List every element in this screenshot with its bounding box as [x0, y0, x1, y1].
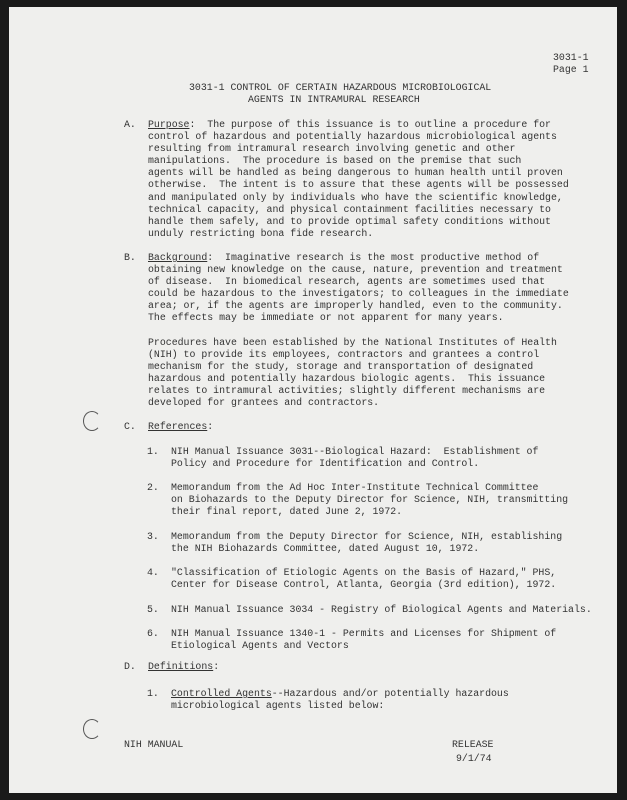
section-b-paragraph-2 — [148, 337, 557, 410]
text-line: resulting from intramural research involving genetic and other — [148, 143, 516, 155]
text-line: Etiological Agents and Vectors — [171, 640, 349, 652]
section-a-heading: Purpose — [148, 119, 190, 130]
section-c-heading: References — [148, 421, 208, 432]
text-line: NIH Manual Issuance 3031--Biological Hazard: Establishment of — [171, 446, 539, 457]
section-b-letter: B. — [124, 252, 136, 263]
reference-item — [171, 446, 538, 470]
text-line: could be hazardous to the investigators; to colleagues in the immediate — [148, 288, 569, 300]
reference-item — [171, 604, 592, 616]
text-line: NIH Manual Issuance 1340-1 - Permits and Licenses for Shipment of — [171, 628, 557, 639]
text-line: manipulations. The procedure is based on the premise that such — [148, 155, 522, 167]
reference-item — [171, 531, 562, 555]
reference-number: 6. — [147, 628, 159, 639]
colon: : — [207, 421, 214, 432]
text-line: mechanism for the study, storage and transportation of designated — [148, 361, 534, 373]
reference-number: 3. — [147, 531, 159, 542]
punch-hole — [83, 719, 101, 739]
text-line: Procedures have been established by the National Institutes of Health — [148, 337, 557, 348]
text-line: Center for Disease Control, Atlanta, Georgia (3rd edition), 1972. — [171, 579, 557, 591]
definition-controlled-agents — [171, 688, 509, 712]
text-line: (NIH) to provide its employees, contractors and grantees a control — [148, 349, 540, 361]
section-b-heading: Background — [148, 252, 208, 263]
reference-number: 5. — [147, 604, 159, 615]
section-b-background — [148, 252, 569, 325]
punch-hole — [83, 411, 101, 431]
header-page: Page 1 — [553, 64, 589, 75]
text-line: handle them safely, and to provide optimal safety conditions without — [148, 215, 551, 227]
text-line: technical capacity, and physical containment facilities necessary to — [148, 203, 551, 215]
reference-number: 2. — [147, 482, 159, 493]
text-line: : Imaginative research is the most productive method of — [207, 252, 540, 263]
title-line-1: 3031-1 CONTROL OF CERTAIN HAZARDOUS MICROBIOLOGICAL — [189, 82, 492, 93]
colon: : — [213, 661, 220, 672]
section-c-letter: C. — [124, 421, 136, 432]
text-line: their final report, dated June 2, 1972. — [171, 506, 403, 518]
definition-number: 1. — [147, 688, 159, 699]
text-line: "Classification of Etiologic Agents on the Basis of Hazard," PHS, — [171, 567, 557, 578]
title-line-2: AGENTS IN INTRAMURAL RESEARCH — [248, 94, 420, 105]
text-line: the NIH Biohazards Committee, dated August 10, 1972. — [171, 543, 480, 555]
text-line: : The purpose of this issuance is to outline a procedure for — [189, 119, 551, 130]
section-d-title — [148, 661, 219, 673]
text-line: obtaining new knowledge on the cause, nature, prevention and treatment — [148, 264, 563, 276]
text-line: and manipulated only by individuals who have the scientific knowledge, — [148, 191, 563, 203]
text-line: hazardous and potentially hazardous biologic agents. This issuance — [148, 373, 546, 385]
text-line: of disease. In biomedical research, agents are sometimes used that — [148, 276, 546, 288]
text-line: unduly restricting bona fide research. — [148, 227, 374, 239]
text-line: otherwise. The intent is to assure that these agents will be possessed — [148, 179, 569, 191]
text-line: area; or, if the agents are improperly handled, even to the community. — [148, 300, 563, 312]
definition-heading: Controlled Agents — [171, 688, 272, 699]
text-line: The effects may be immediate or not apparent for many years. — [148, 312, 504, 324]
text-line: agents will be handled as being dangerous to human health until proven — [148, 167, 563, 179]
footer-manual: NIH MANUAL — [124, 739, 184, 750]
text-line: Policy and Procedure for Identification and Control. — [171, 458, 480, 470]
reference-number: 4. — [147, 567, 159, 578]
text-line: microbiological agents listed below: — [171, 700, 385, 712]
text-line: control of hazardous and potentially hazardous microbiological agents — [148, 131, 557, 143]
section-c-title — [148, 421, 213, 433]
reference-item — [171, 482, 568, 518]
section-d-heading: Definitions — [148, 661, 214, 672]
header-code: 3031-1 — [553, 52, 589, 63]
reference-item — [171, 628, 556, 652]
section-a-letter: A. — [124, 119, 136, 130]
footer-date: 9/1/74 — [456, 753, 492, 764]
footer-release: RELEASE — [452, 739, 494, 750]
text-line: --Hazardous and/or potentially hazardous — [271, 688, 509, 699]
section-a-purpose — [148, 119, 569, 240]
text-line: relates to intramural activities; slightly different mechanisms are — [148, 385, 546, 397]
reference-number: 1. — [147, 446, 159, 457]
section-d-letter: D. — [124, 661, 136, 672]
text-line: Memorandum from the Ad Hoc Inter-Institute Technical Committee — [171, 482, 539, 493]
text-line: on Biohazards to the Deputy Director for Science, NIH, transmitting — [171, 494, 569, 506]
text-line: developed for grantees and contractors. — [148, 397, 380, 409]
text-line: Memorandum from the Deputy Director for Science, NIH, establishing — [171, 531, 563, 542]
reference-item — [171, 567, 556, 591]
text-line: NIH Manual Issuance 3034 - Registry of Biological Agents and Materials. — [171, 604, 592, 615]
